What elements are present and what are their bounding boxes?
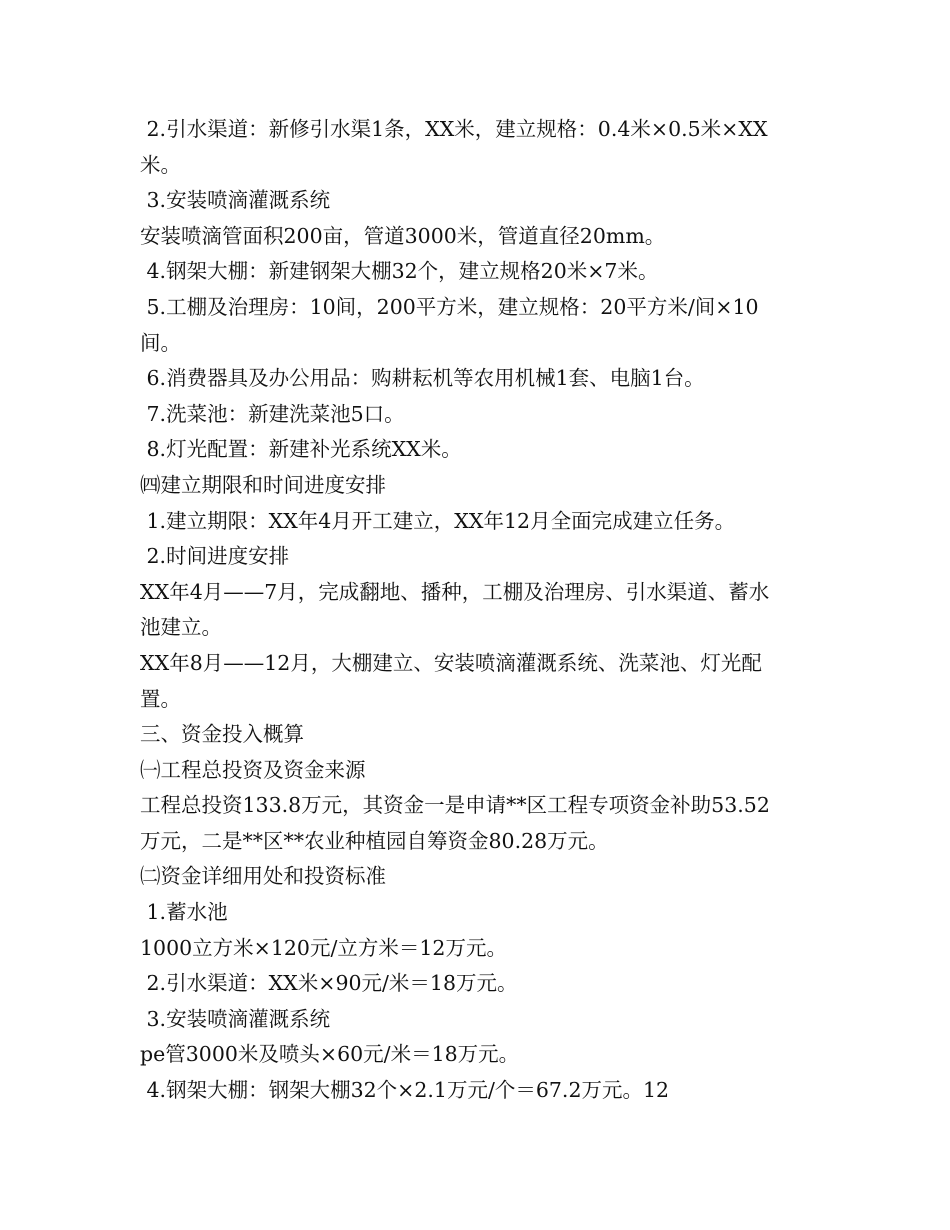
text-line: 4.钢架大棚：新建钢架大棚32个，建立规格20米×7米。 <box>140 259 659 284</box>
text-line: 3.安装喷滴灌溉系统 <box>140 188 331 213</box>
text-line: 1.建立期限：XX年4月开工建立，XX年12月全面完成建立任务。 <box>140 508 736 533</box>
text-line: 2.引水渠道：XX米×90元/米＝18万元。 <box>140 971 518 996</box>
text-line: 置。 <box>140 686 181 711</box>
text-line: XX年8月——12月，大棚建立、安装喷滴灌溉系统、洗菜池、灯光配 <box>140 650 762 675</box>
text-line: 安装喷滴管面积200亩，管道3000米，管道直径20mm。 <box>140 223 666 248</box>
section-heading: ㈣建立期限和时间进度安排 <box>140 472 386 497</box>
text-line: 1000立方米×120元/立方米＝12万元。 <box>140 935 507 960</box>
text-line: 2.时间进度安排 <box>140 544 290 569</box>
text-line: 7.洗菜池：新建洗菜池5口。 <box>140 401 405 426</box>
text-line: 2.引水渠道：新修引水渠1条，XX米，建立规格：0.4米×0.5米×XX <box>140 117 768 141</box>
text-line: 3.安装喷滴灌溉系统 <box>140 1006 331 1031</box>
text-line: 工程总投资133.8万元，其资金一是申请**区工程专项资金补助53.52 <box>140 793 770 818</box>
text-line: 池建立。 <box>140 615 222 640</box>
section-heading: ㈡资金详细用处和投资标准 <box>140 864 386 889</box>
text-line: 万元，二是**区**农业种植园自筹资金80.28万元。 <box>140 828 609 853</box>
text-line: 米。 <box>140 152 181 177</box>
document-body <box>140 112 812 1109</box>
text-line: 6.消费器具及办公用品：购耕耘机等农用机械1套、电脑1台。 <box>140 366 705 391</box>
text-line: 间。 <box>140 330 181 355</box>
text-line: 8.灯光配置：新建补光系统XX米。 <box>140 437 462 462</box>
text-line: XX年4月——7月，完成翻地、播种，工棚及治理房、引水渠道、蓄水 <box>140 579 770 604</box>
text-line: 4.钢架大棚：钢架大棚32个×2.1万元/个＝67.2万元。12 <box>140 1078 670 1103</box>
section-heading: 三、资金投入概算 <box>140 722 304 747</box>
section-heading: ㈠工程总投资及资金来源 <box>140 757 366 782</box>
text-line: 1.蓄水池 <box>140 900 228 925</box>
text-line: pe管3000米及喷头×60元/米＝18万元。 <box>140 1042 520 1067</box>
text-line: 5.工棚及治理房：10间，200平方米，建立规格：20平方米/间×10 <box>140 294 759 319</box>
